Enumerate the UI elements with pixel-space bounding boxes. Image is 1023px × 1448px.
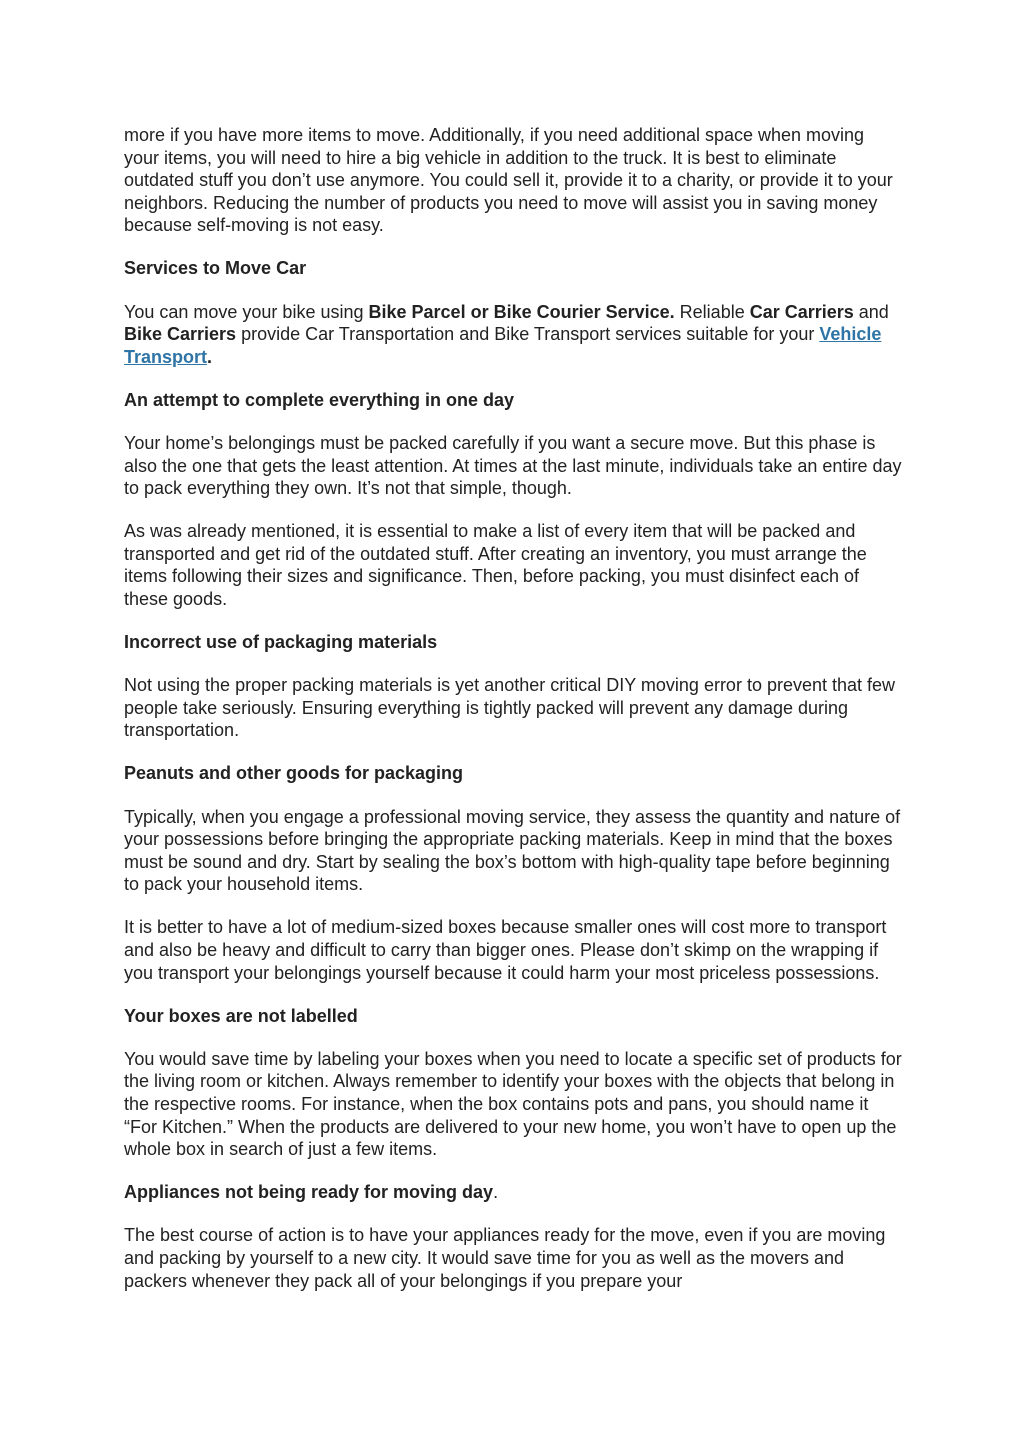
paragraph-packing-carefully: Your home’s belongings must be packed carefully if you want a secure move. But this phase is also the one that gets the least attention. At times at the last minute, individuals take an entire day to pack everything they own. It’s not that simple, though. bbox=[124, 432, 902, 499]
heading-suffix: . bbox=[493, 1182, 499, 1203]
text-segment: You can move your bike using bbox=[124, 301, 369, 322]
paragraph-bike-transport bbox=[124, 301, 904, 369]
heading-appliances-not-ready bbox=[124, 1181, 904, 1204]
heading-complete-in-one-day: An attempt to complete everything in one day bbox=[124, 389, 515, 410]
paragraph-moving-items: more if you have more items to move. Additionally, if you need additional space when moving your items, you will need to hire a big vehicle in addition to the truck. It is best to eliminate outdated stuff you don’t use anymore. You could sell it, provide it to a charity, or provide it to your neighbors. Reducing the number of products you need to move will assist you in saving money because self-moving is not easy. bbox=[124, 125, 893, 236]
text-segment: provide Car Transportation and Bike Transport services suitable for your bbox=[236, 324, 820, 345]
bold-car-carriers: Car Carriers bbox=[749, 301, 854, 322]
heading-peanuts-goods: Peanuts and other goods for packaging bbox=[124, 763, 464, 784]
paragraph-professional-service: Typically, when you engage a professional moving service, they assess the quantity and nature of your possessions before bringing the appropriate packing materials. Keep in mind that the boxes must be sound and dry. Start by sealing the box’s bottom with high-quality tape before beginning to pack your household items. bbox=[124, 806, 901, 895]
paragraph-packing-materials: Not using the proper packing materials is yet another critical DIY moving error to prevent that few people take seriously. Ensuring everything is tightly packed will prevent any damage during transportation. bbox=[124, 675, 896, 741]
paragraph-appliances-ready: The best course of action is to have your appliances ready for the move, even if you are moving and packing by yourself to a new city. It would save time for you as well as the movers and packers whenever they pack all of your belongings if you prepare your bbox=[124, 1225, 886, 1291]
text-segment: . bbox=[207, 346, 213, 367]
bold-bike-carriers: Bike Carriers bbox=[124, 324, 237, 345]
document-page bbox=[124, 124, 904, 1313]
paragraph-labeling-boxes: You would save time by labeling your boxes when you need to locate a specific set of products for the living room or kitchen. Always remember to identify your boxes with the objects that belong in the respective rooms. For instance, when the box contains pots and pans, you should name it “For Kitchen.” When the products are delivered to your new home, you won’t have to open up the whole box in search of just a few items. bbox=[124, 1048, 902, 1160]
text-segment: Reliable bbox=[674, 301, 750, 322]
heading-packaging-materials: Incorrect use of packaging materials bbox=[124, 632, 438, 653]
bold-bike-parcel: Bike Parcel or Bike Courier Service. bbox=[368, 301, 675, 322]
heading-text: Appliances not being ready for moving day bbox=[124, 1182, 494, 1203]
paragraph-inventory: As was already mentioned, it is essential to make a list of every item that will be packed and transported and get rid of the outdated stuff. After creating an inventory, you must arrange the items following their sizes and significance. Then, before packing, you must disinfect each of these goods. bbox=[124, 521, 867, 609]
paragraph-medium-boxes: It is better to have a lot of medium-sized boxes because smaller ones will cost more to transport and also be heavy and difficult to carry than bigger ones. Please don’t skimp on the wrapping if you transport your belongings yourself because it could harm your most priceless possessions. bbox=[124, 917, 887, 983]
text-segment: and bbox=[853, 301, 889, 322]
heading-boxes-not-labelled: Your boxes are not labelled bbox=[124, 1005, 358, 1026]
vehicle-transport-link[interactable]: Vehicle Transport bbox=[124, 324, 882, 367]
heading-services-to-move-car: Services to Move Car bbox=[124, 258, 307, 279]
